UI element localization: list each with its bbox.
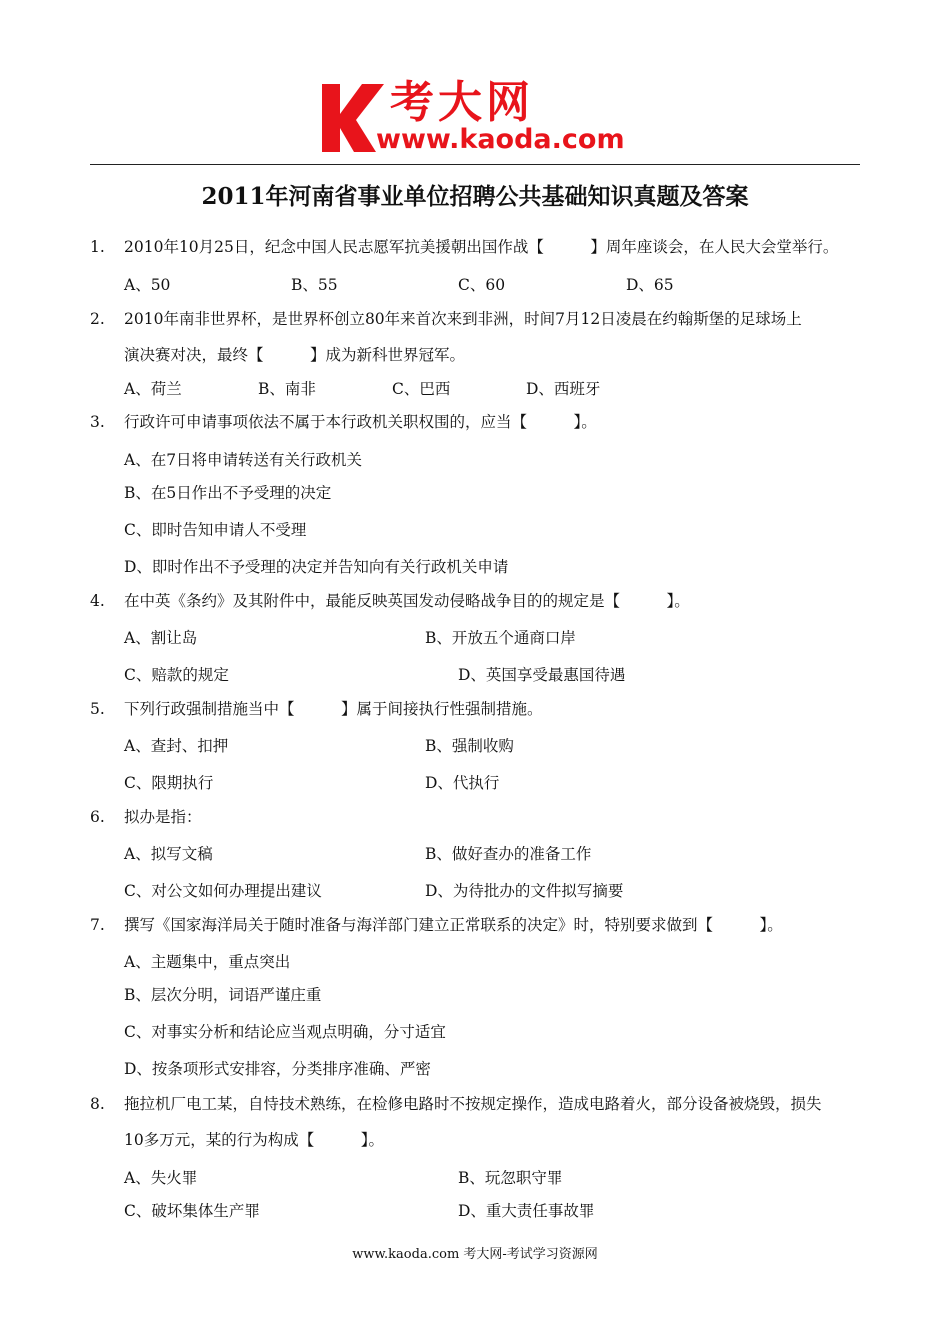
option-8b: B、玩忽职守罪 [458,1169,563,1187]
option-7c: C、对事实分析和结论应当观点明确，分寸适宜 [124,1023,446,1041]
option-8c: C、破坏集体生产罪 [124,1202,260,1220]
logo-url-text: www.kaoda.com [376,124,625,155]
option-5d: D、代执行 [425,774,500,792]
document-title: 2011年河南省事业单位招聘公共基础知识真题及答案 [201,183,749,210]
option-1d: D、65 [626,276,674,294]
option-7a: A、主题集中，重点突出 [124,953,291,971]
option-1b: B、55 [291,276,338,294]
option-2d: D、西班牙 [526,380,601,398]
option-3b: B、在5日作出不予受理的决定 [124,484,332,502]
kaoda-logo [318,78,638,158]
header-divider [90,164,860,165]
question-8-line-2: 10多万元，某的行为构成【 】。 [124,1131,384,1149]
option-1c: C、60 [458,276,506,294]
question-number: 2. [90,310,105,328]
option-2a: A、荷兰 [124,380,182,398]
option-2c: C、巴西 [392,380,451,398]
page-footer: www.kaoda.com 考大网-考试学习资源网 [352,1247,598,1262]
option-4c: C、赔款的规定 [124,666,229,684]
option-3a: A、在7日将申请转送有关行政机关 [124,451,363,469]
option-5b: B、强制收购 [425,737,514,755]
question-text: 拟办是指： [124,808,202,826]
option-5a: A、查封、扣押 [124,737,229,755]
question-number: 4. [90,592,105,610]
option-4d: D、英国享受最惠国待遇 [458,666,626,684]
question-text: 拖拉机厂电工某，自恃技术熟练，在检修电路时不按规定操作，造成电路着火，部分设备被烧毁，损失 [124,1095,822,1113]
option-6a: A、拟写文稿 [124,845,213,863]
question-text: 撰写《国家海洋局关于随时准备与海洋部门建立正常联系的决定》时，特别要求做到【 】。 [124,916,783,934]
option-5c: C、限期执行 [124,774,214,792]
option-4b: B、开放五个通商口岸 [425,629,576,647]
question-number: 6. [90,808,105,826]
question-number: 7. [90,916,105,934]
option-8d: D、重大责任事故罪 [458,1202,595,1220]
option-3c: C、即时告知申请人不受理 [124,521,307,539]
option-2b: B、南非 [258,380,316,398]
question-text: 下列行政强制措施当中【 】属于间接执行性强制措施。 [124,700,543,718]
question-number: 5. [90,700,105,718]
option-6c: C、对公文如何办理提出建议 [124,882,322,900]
option-6b: B、做好查办的准备工作 [425,845,592,863]
question-text: 行政许可申请事项依法不属于本行政机关职权围的，应当【 】。 [124,413,597,431]
option-4a: A、割让岛 [124,629,198,647]
question-number: 3. [90,413,105,431]
option-7b: B、层次分明，词语严谨庄重 [124,986,322,1004]
option-7d: D、按条项形式安排容，分类排序准确、严密 [124,1060,431,1078]
option-1a: A、50 [124,276,171,294]
question-number: 8. [90,1095,105,1113]
option-6d: D、为待批办的文件拟写摘要 [425,882,624,900]
question-number: 1. [90,238,105,256]
question-2-line-2: 演决赛对决，最终【 】成为新科世界冠军。 [124,346,466,364]
question-text: 2010年10月25日，纪念中国人民志愿军抗美援朝出国作战【 】周年座谈会，在人民大会堂举行。 [124,238,839,256]
question-text: 2010年南非世界杯，是世界杯创立80年来首次来到非洲，时间7月12日凌晨在约翰斯堡的足球场上 [124,310,802,328]
option-8a: A、失火罪 [124,1169,198,1187]
logo-chinese-text: 考大网 [390,77,534,128]
question-text: 在中英《条约》及其附件中，最能反映英国发动侵略战争目的的规定是【 】。 [124,592,690,610]
option-3d: D、即时作出不予受理的决定并告知向有关行政机关申请 [124,558,509,576]
